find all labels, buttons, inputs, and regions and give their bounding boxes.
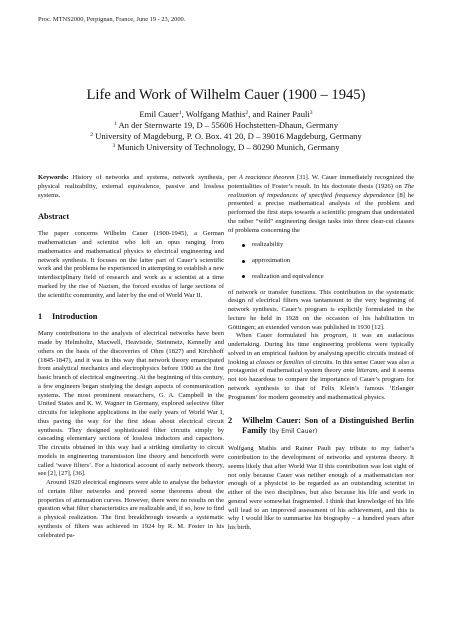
affiliation-1-mark: 1 bbox=[113, 121, 117, 127]
right-column bbox=[228, 174, 414, 533]
text-run: or bbox=[274, 358, 284, 366]
author-3-mark: 3 bbox=[309, 110, 313, 116]
text-run: [31]. W. Cauer immediately recognized the potentialities of Foster’s result. In his doctorate thesis (1926) on bbox=[228, 174, 414, 190]
affiliation-1-text: An der Sternwarte 19, D – 55606 Hochstetten-Dhaun, Germany bbox=[118, 120, 339, 130]
section-2-number: 2 bbox=[228, 416, 233, 426]
problem-classes-list bbox=[242, 241, 414, 281]
abstract-heading: Abstract bbox=[38, 212, 70, 222]
author-2-mark: 2 bbox=[245, 110, 249, 116]
emphasis: program bbox=[323, 332, 347, 340]
list-item bbox=[242, 241, 414, 250]
text-run: [8] he presented a precise mathematical analysis of the problem and performed the first steps towards a scientific program that understated the rather “wild” engineering design tasks into three clear-cut classes of problems concerning the bbox=[228, 191, 414, 234]
section-2-title: Wilhelm Cauer: Son of a Distinguished Berlin Family bbox=[242, 416, 414, 436]
affiliation-3-text: Munich University of Technology, D – 80290 Munich, Germany bbox=[117, 142, 340, 152]
affiliation-2-text: University of Magdeburg, P. O. Box. 41 20, D – 39016 Magdeburg, Germany bbox=[95, 131, 362, 141]
author-block bbox=[0, 109, 452, 153]
abstract-text: The paper concerns Wilhelm Cauer (1900-1945), a German mathematician and scientist who left an opus ranging from mathematics and mathematical physics to electrical engineering and network synthesis. It focuses on the latter part of Cauer’s scientific work and the problems he experienced in attempting to establish a new interdisciplinary field of research and work as a scientist at a time marked by the rise of Nazism, the forced exodus of large sections of the scientific community, and later by the end of World War II. bbox=[38, 230, 224, 299]
affiliation-3 bbox=[0, 142, 452, 153]
section-1-title: Introduction bbox=[52, 312, 98, 322]
author-names bbox=[0, 109, 452, 120]
right-paragraph-3 bbox=[228, 332, 414, 402]
list-item bbox=[242, 273, 414, 282]
affiliation-1 bbox=[0, 120, 452, 131]
section-2-heading bbox=[228, 416, 414, 437]
author-1-mark: 1 bbox=[178, 110, 182, 116]
proceedings-header: Proc. MTNS2000, Perpignan, France, June 19 - 23, 2000. bbox=[38, 16, 186, 23]
author-3: , and Rainer Pauli bbox=[248, 109, 310, 119]
list-item bbox=[242, 257, 414, 266]
affiliation-2 bbox=[0, 131, 452, 142]
section-2-paragraph-1: Wolfgang Mathis and Rainer Pauli pay tribute to my father’s contribution to the development of networks and systems theory. It seems likely that after World War II this contribution was lost sight of not only because Cauer was neither enough of a mathematician nor enough of a physicist to be regarded as an outstanding scientist in either of the two disciplines, but also because his life and work in general were somewhat fragmented. I think that knowledge of his life will lead to an improved assessment of his achievement, and this is why I would like to summarise his biography – a hundred years after his birth. bbox=[228, 445, 414, 531]
text-run: of circuits. In this sense Cauer was also a protagonist of mathematical system theory bbox=[228, 358, 414, 375]
emphasis: classes bbox=[256, 358, 275, 366]
bullet-icon bbox=[242, 244, 245, 247]
section-2-title-wrap bbox=[242, 416, 414, 437]
author-1: Emil Cauer bbox=[139, 109, 179, 119]
author-2: , Wolfgang Mathis bbox=[181, 109, 246, 119]
keywords-label: Keywords: bbox=[38, 174, 69, 181]
list-item-text: realization and equivalence bbox=[252, 272, 324, 280]
section-1-paragraph-2: Around 1920 electrical engineers were able to analyse the behavior of certain filter networks and proved some theorems about the properties of attenuation curves. However, there were no results on the question what filter characteristics are realizable and, if so, how to find a physical realization. The first breakthrough towards a systematic synthesis of filters was achieved in 1924 by R. M. Foster in his celebrated pa- bbox=[38, 479, 224, 539]
section-2-byline: (by Emil Cauer) bbox=[269, 428, 318, 436]
section-1-paragraph-1: Many contributions to the analysis of electrical networks have been made by Helmholtz, Maxwell, Heaviside, Steinmetz, Kennelly and others on the basis of the discoveries of Ohm (1827) and Kirchhoff (1845-1847), and it was in this way that network theory emancipated from analytical mechanics and electrophysics before 1900 as the first basic branch of electrical engineering. At the beginning of this century, a few engineers began studying the design aspects of communication systems. The most prominent researchers, G. A. Campbell in the United States and K. W. Wagner in Germany, explored selective filter circuits for telephone applications in the early years of World War I, thus paving the way for the first ideas about electrical circuit synthesis. They designed sophisticated filter circuits simply by cascading elementary sections of lossless inductors and capacitors. The circuits obtained in this way had a striking similarity to circuit models in engineering transmission line theory and henceforth were called ‘wave filters’. For a historical account of early network theory, see [2], [27], [36]. bbox=[38, 330, 224, 478]
affiliation-3-mark: 3 bbox=[112, 143, 116, 149]
right-paragraph-2: of network or transfer functions. This contribution to the systematic design of electrical filters was tantamount to the very beginning of network synthesis. Cauer’s program is explicitly formulated in the lecture he held in 1928 on the occasion of his habilitation in Göttingen; an extended version was published in 1930 [12]. bbox=[228, 288, 414, 331]
citation-title: A reactance theorem bbox=[238, 174, 295, 181]
left-column bbox=[38, 174, 224, 540]
bullet-icon bbox=[242, 260, 245, 263]
paper-title: Life and Work of Wilhelm Cauer (1900 – 1945) bbox=[86, 87, 366, 103]
emphasis: families bbox=[283, 358, 305, 366]
section-1-number: 1 bbox=[38, 312, 43, 322]
thesis-title: The realization of impedances of specified frequency dependence bbox=[228, 182, 414, 199]
keywords bbox=[38, 174, 224, 200]
list-item-text: realizability bbox=[252, 241, 284, 249]
text-run: , and it seems not too hazardous to compare the importance of Cauer’s program for network synthesis to that of Felix Klein’s famous ‘Erlanger Programm’ for modern geometry and mathematical physics. bbox=[228, 367, 415, 401]
bullet-icon bbox=[242, 275, 245, 278]
list-item-text: approximation bbox=[252, 257, 291, 264]
emphasis: ante litteram bbox=[343, 367, 378, 375]
affiliation-2-mark: 2 bbox=[90, 132, 94, 138]
right-paragraph-1 bbox=[228, 174, 414, 235]
section-1-heading bbox=[38, 312, 224, 322]
text-run: per bbox=[228, 174, 239, 181]
text-run: , it was an audacious undertaking. During his time engineering problems were typically solved in an empirical fashion by analysing specific circuits instead of looking at bbox=[228, 332, 414, 366]
text-run: When Cauer formulated his bbox=[236, 332, 324, 340]
keywords-text: History of networks and systems, network synthesis, physical realizability, external equivalence, passive and lossless systems. bbox=[38, 174, 224, 199]
